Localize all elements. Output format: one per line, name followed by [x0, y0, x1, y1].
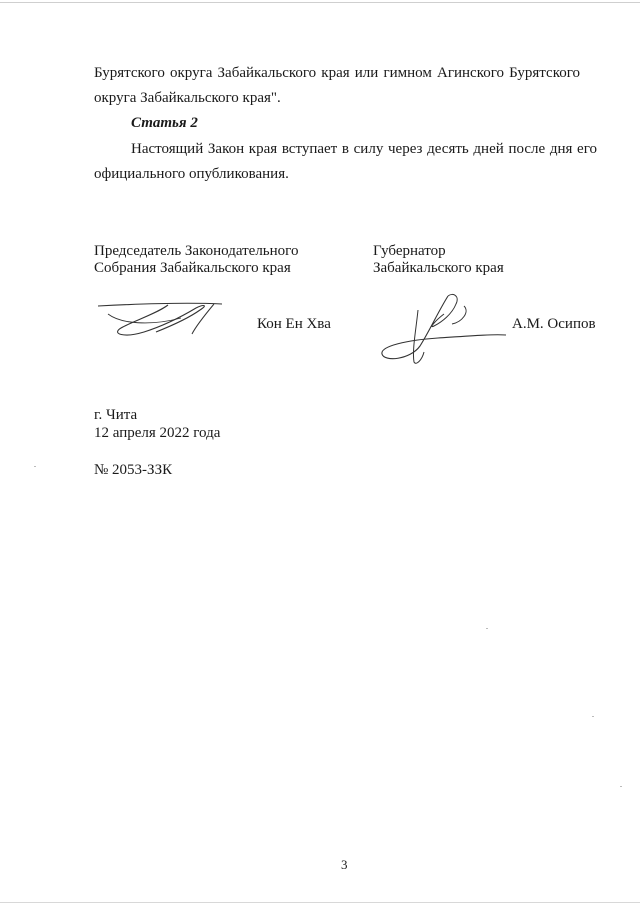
article-text-line-2: официального опубликования.	[94, 166, 289, 182]
right-signature	[378, 290, 513, 368]
bottom-edge-line	[0, 902, 640, 903]
left-signatory-title-1: Председатель Законодательного	[94, 243, 299, 259]
right-signatory-title-1: Губернатор	[373, 243, 446, 259]
paragraph-line-1: Бурятского округа Забайкальского края или гимном Агинского Бурятского	[94, 65, 580, 81]
scan-speck	[34, 466, 36, 467]
scan-speck	[592, 716, 594, 717]
left-signature	[96, 294, 226, 342]
right-signatory-title-2: Забайкальского края	[373, 260, 504, 276]
article-heading: Статья 2	[131, 115, 198, 131]
place: г. Чита	[94, 407, 138, 423]
left-signatory-title-2: Собрания Забайкальского края	[94, 260, 291, 276]
paragraph-line-2: округа Забайкальского края".	[94, 90, 281, 106]
top-edge-line	[0, 2, 640, 3]
scan-speck	[486, 628, 488, 629]
scan-speck	[620, 786, 622, 787]
right-signatory-name: А.М. Осипов	[512, 316, 596, 332]
date: 12 апреля 2022 года	[94, 425, 221, 441]
law-number: № 2053-ЗЗК	[94, 462, 173, 478]
page-number: 3	[341, 857, 348, 872]
left-signatory-name: Кон Ен Хва	[257, 316, 331, 332]
article-text-line-1: Настоящий Закон края вступает в силу через десять дней после дня его	[131, 141, 597, 157]
